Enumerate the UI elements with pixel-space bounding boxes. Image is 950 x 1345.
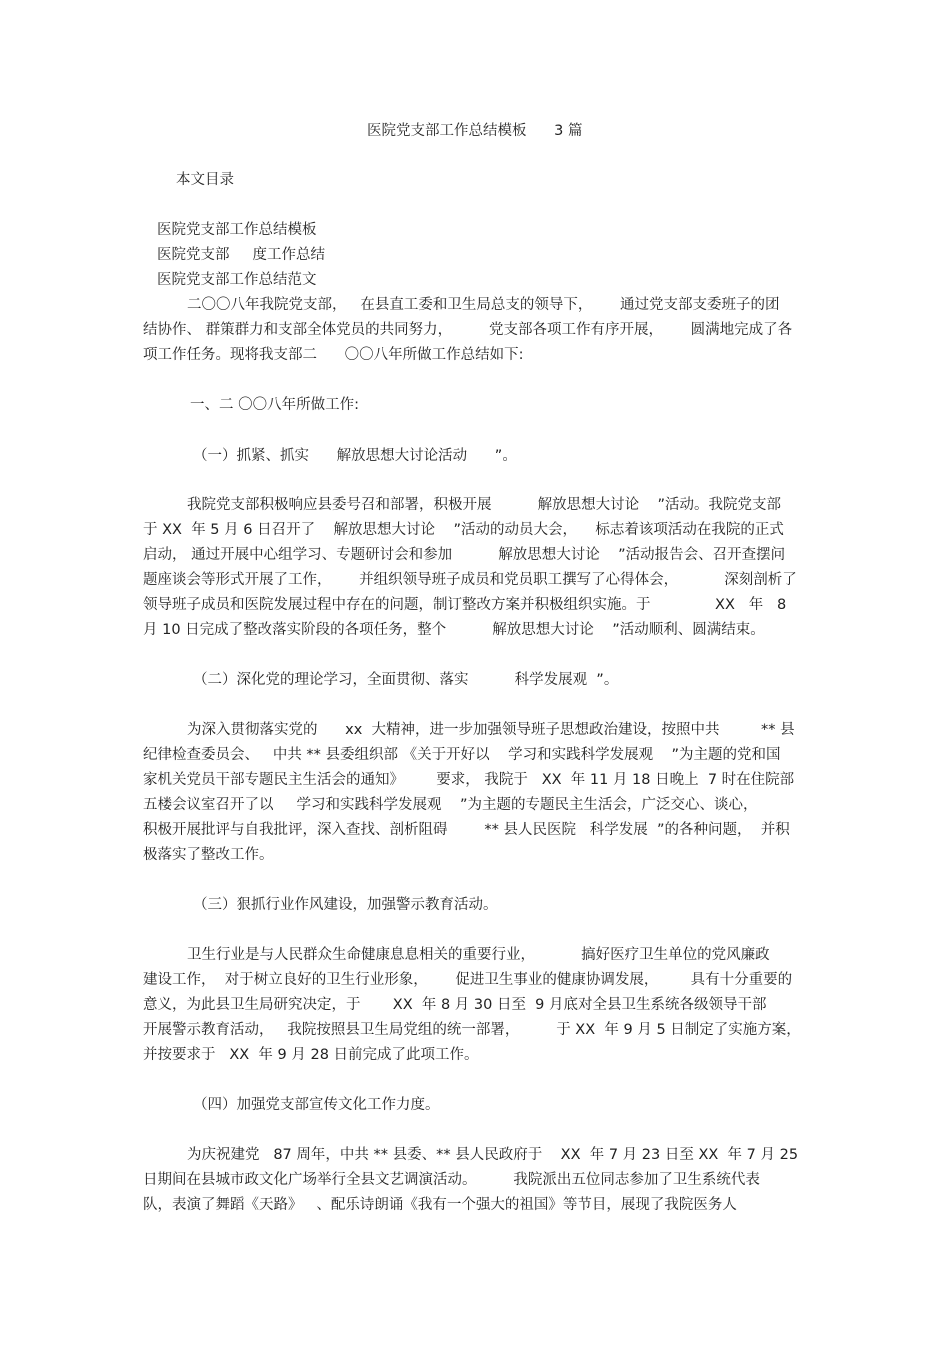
subsection-heading: （二）深化党的理论学习，全面贯彻、落实 科学发展观 ”。 (193, 672, 619, 688)
toc-item[interactable]: 医院党支部工作总结范文 (157, 272, 317, 288)
text-line: 日期间在县城市政文化广场举行全县文艺调演活动。 我院派出五位同志参加了卫生系统代表 (143, 1172, 760, 1188)
toc-item[interactable]: 医院党支部 度工作总结 (157, 247, 326, 263)
text-line: 家机关党员干部专题民主生活会的通知》 要求， 我院于 XX 年 11 月 18 日晚上 7 时在住院部 (143, 772, 795, 788)
text-line: 建设工作， 对于树立良好的卫生行业形象， 促进卫生事业的健康协调发展， 具有十分重要的 (143, 972, 793, 988)
section-heading: 一、二 〇〇八年所做工作: (190, 397, 359, 413)
subsection-heading: （三）狠抓行业作风建设，加强警示教育活动。 (193, 897, 498, 913)
text-line: 领导班子成员和医院发展过程中存在的问题，制订整改方案并积极组织实施。于 XX 年 8 (143, 597, 787, 613)
text-line: 项工作任务。现将我支部二 〇〇八年所做工作总结如下: (143, 347, 524, 363)
text-line: 卫生行业是与人民群众生命健康息息相关的重要行业， 搞好医疗卫生单位的党风廉政 (187, 947, 770, 963)
text-line: 二〇〇八年我院党支部， 在县直工委和卫生局总支的领导下， 通过党支部支委班子的团 (187, 297, 780, 313)
text-line: 于 XX 年 5 月 6 日召开了 解放思想大讨论 ”活动的动员大会， 标志着该项活动在我院的正式 (143, 522, 784, 538)
text-line: 为庆祝建党 87 周年，中共 ** 县委、** 县人民政府于 XX 年 7 月 23 日至 XX 年 7 月 25 (187, 1147, 799, 1163)
text-line: 为深入贯彻落实党的 xx 大精神，进一步加强领导班子思想政治建设，按照中共 ** 县 (187, 722, 795, 738)
text-line: 极落实了整改工作。 (143, 847, 274, 863)
text-line: 结协作、 群策群力和支部全体党员的共同努力， 党支部各项工作有序开展， 圆满地完成了各 (143, 322, 793, 338)
document-title: 医院党支部工作总结模板 3 篇 (367, 123, 583, 139)
toc-item[interactable]: 医院党支部工作总结模板 (157, 222, 317, 238)
text-line: 纪律检查委员会、 中共 ** 县委组织部 《关于开好以 学习和实践科学发展观 ”为主题的党和国 (143, 747, 781, 763)
text-line: 积极开展批评与自我批评，深入查找、剖析阻碍 ** 县人民医院 科学发展 ”的各种问题， 并积 (143, 822, 790, 838)
subsection-heading: （一）抓紧、抓实 解放思想大讨论活动 ”。 (193, 448, 517, 464)
text-line: 月 10 日完成了整改落实阶段的各项任务，整个 解放思想大讨论 ”活动顺利、圆满结束。 (143, 622, 765, 638)
toc-heading: 本文目录 (176, 172, 234, 188)
text-line: 我院党支部积极响应县委号召和部署，积极开展 解放思想大讨论 ”活动。我院党支部 (187, 497, 782, 513)
text-line: 队，表演了舞蹈《天路》 、配乐诗朗诵《我有一个强大的祖国》等节目，展现了我院医务人 (143, 1197, 737, 1213)
text-line: 题座谈会等形式开展了工作， 并组织领导班子成员和党员职工撰写了心得体会， 深刻剖析了 (143, 572, 797, 588)
text-line: 意义，为此县卫生局研究决定，于 XX 年 8 月 30 日至 9 月底对全县卫生系统各级领导干部 (143, 997, 767, 1013)
text-line: 并按要求于 XX 年 9 月 28 日前完成了此项工作。 (143, 1047, 479, 1063)
text-line: 启动， 通过开展中心组学习、专题研讨会和参加 解放思想大讨论 ”活动报告会、召开查摆问 (143, 547, 786, 563)
text-line: 开展警示教育活动， 我院按照县卫生局党组的统一部署， 于 XX 年 9 月 5 日制定了实施方案， (143, 1022, 801, 1038)
subsection-heading: （四）加强党支部宣传文化工作力度。 (193, 1097, 440, 1113)
text-line: 五楼会议室召开了以 学习和实践科学发展观 ”为主题的专题民主生活会，广泛交心、谈心， (143, 797, 758, 813)
